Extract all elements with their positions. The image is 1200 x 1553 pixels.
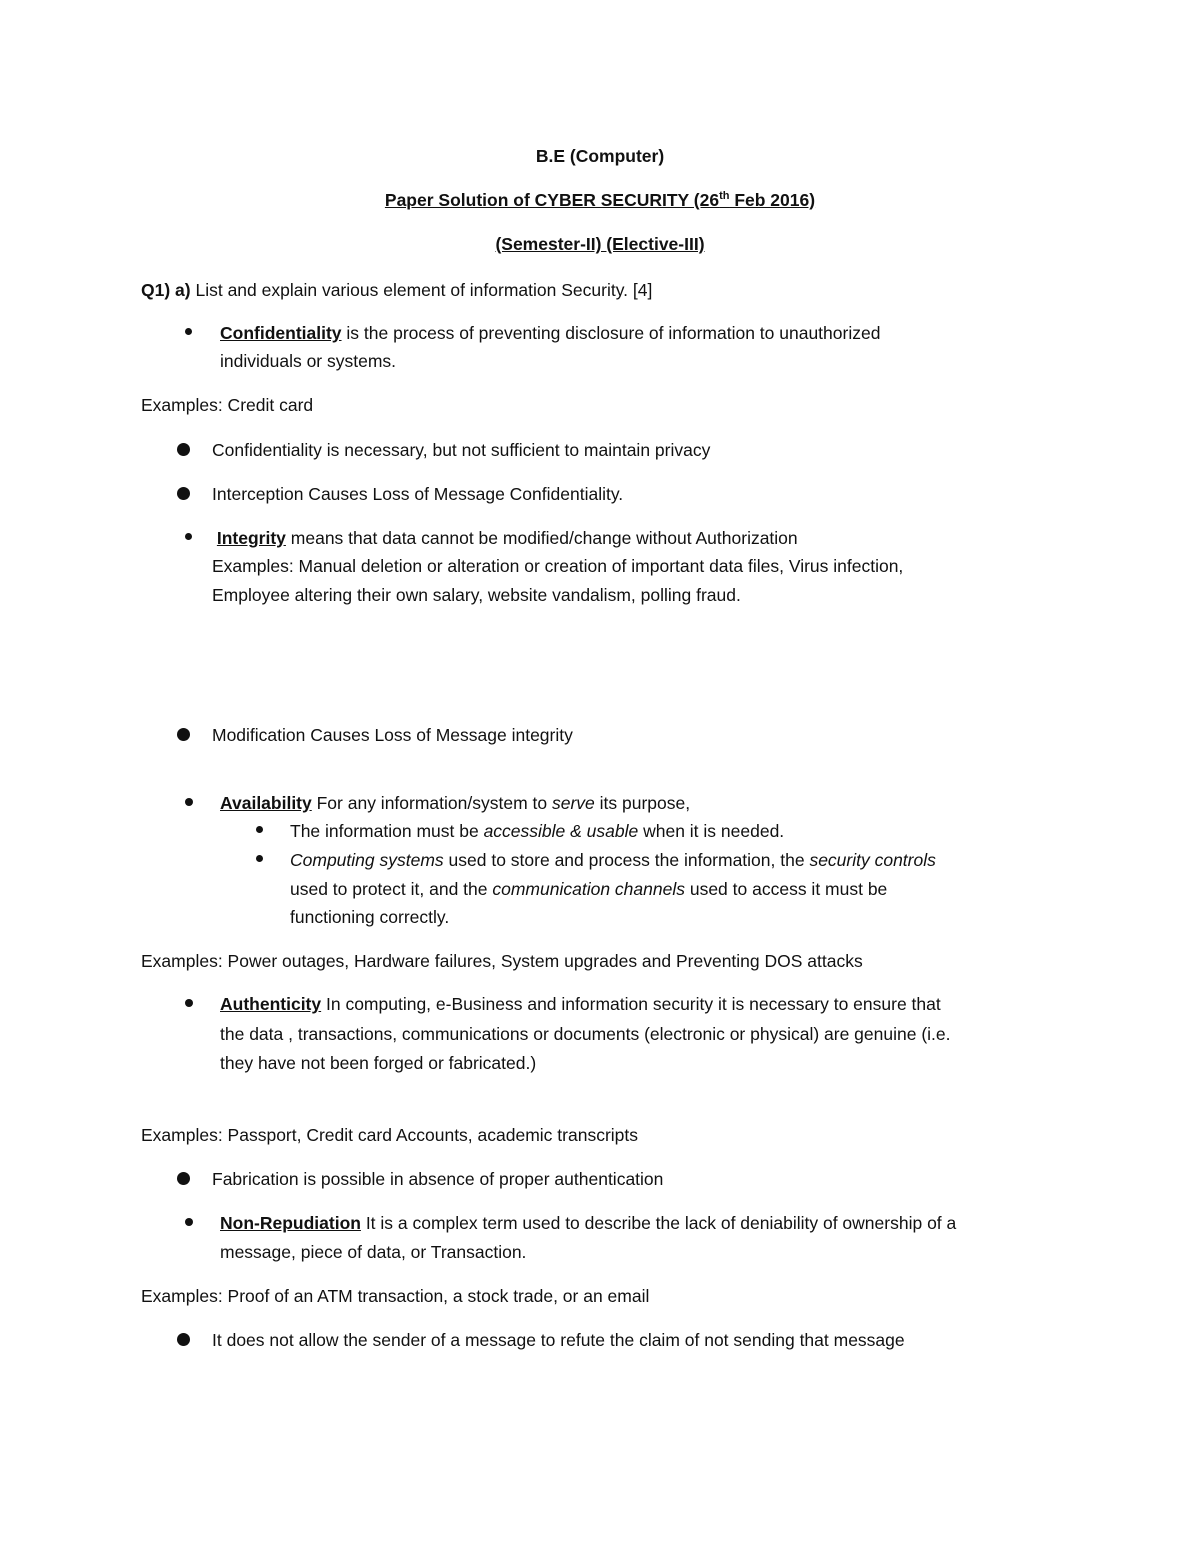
availability-subpoint-2: Computing systems used to store and process the information, the security controls xyxy=(290,850,936,870)
confidentiality-definition: Confidentiality is the process of preventing disclosure of information to unauthorized xyxy=(220,323,881,343)
bullet xyxy=(185,328,192,335)
availability-subpoint-1: The information must be accessible & usable when it is needed. xyxy=(290,821,785,841)
degree-heading: B.E (Computer) xyxy=(535,146,665,166)
confidentiality-definition-cont: individuals or systems. xyxy=(220,351,397,371)
bullet xyxy=(185,1218,193,1226)
availability-subpoint-2-end: functioning correctly. xyxy=(290,907,450,927)
paper-title: Paper Solution of CYBER SECURITY (26th Feb 2016) xyxy=(384,190,816,210)
bullet xyxy=(177,487,190,500)
bullet xyxy=(177,443,190,456)
availability-definition: Availability For any information/system to serve its purpose, xyxy=(220,793,691,813)
confidentiality-examples: Examples: Credit card xyxy=(141,395,314,415)
bullet xyxy=(177,1172,190,1185)
non-repudiation-examples: Examples: Proof of an ATM transaction, a stock trade, or an email xyxy=(141,1286,650,1306)
authenticity-definition-end: they have not been forged or fabricated.) xyxy=(220,1053,537,1073)
authenticity-definition-cont: the data , transactions, communications or documents (electronic or physical) are genuine (i.e. xyxy=(220,1024,951,1044)
integrity-definition: Integrity means that data cannot be modified/change without Authorization xyxy=(216,528,798,548)
non-repudiation-point: It does not allow the sender of a message to refute the claim of not sending that message xyxy=(212,1330,905,1350)
bullet xyxy=(185,798,193,806)
availability-examples: Examples: Power outages, Hardware failures, System upgrades and Preventing DOS attacks xyxy=(141,951,863,971)
bullet xyxy=(177,728,190,741)
availability-subpoint-2-cont: used to protect it, and the communication channels used to access it must be xyxy=(290,879,888,899)
question-line: Q1) a) List and explain various element of information Security. [4] xyxy=(141,280,653,300)
bullet xyxy=(185,999,193,1007)
non-repudiation-definition: Non-Repudiation It is a complex term used to describe the lack of deniability of ownership of a xyxy=(220,1213,957,1233)
bullet xyxy=(185,533,192,540)
confidentiality-point-1: Confidentiality is necessary, but not sufficient to maintain privacy xyxy=(212,440,711,460)
integrity-examples: Examples: Manual deletion or alteration or creation of important data files, Virus infection, xyxy=(212,556,904,576)
authenticity-definition: Authenticity In computing, e-Business and information security it is necessary to ensure that xyxy=(220,994,941,1014)
bullet xyxy=(256,855,263,862)
authenticity-point: Fabrication is possible in absence of proper authentication xyxy=(212,1169,664,1189)
integrity-point: Modification Causes Loss of Message integrity xyxy=(212,725,573,745)
integrity-examples-cont: Employee altering their own salary, website vandalism, polling fraud. xyxy=(212,585,741,605)
confidentiality-point-2: Interception Causes Loss of Message Confidentiality. xyxy=(212,484,624,504)
semester-heading: (Semester-II) (Elective-III) xyxy=(495,234,705,254)
bullet xyxy=(177,1333,190,1346)
bullet xyxy=(256,826,263,833)
non-repudiation-definition-cont: message, piece of data, or Transaction. xyxy=(220,1242,527,1262)
authenticity-examples: Examples: Passport, Credit card Accounts, academic transcripts xyxy=(141,1125,639,1145)
